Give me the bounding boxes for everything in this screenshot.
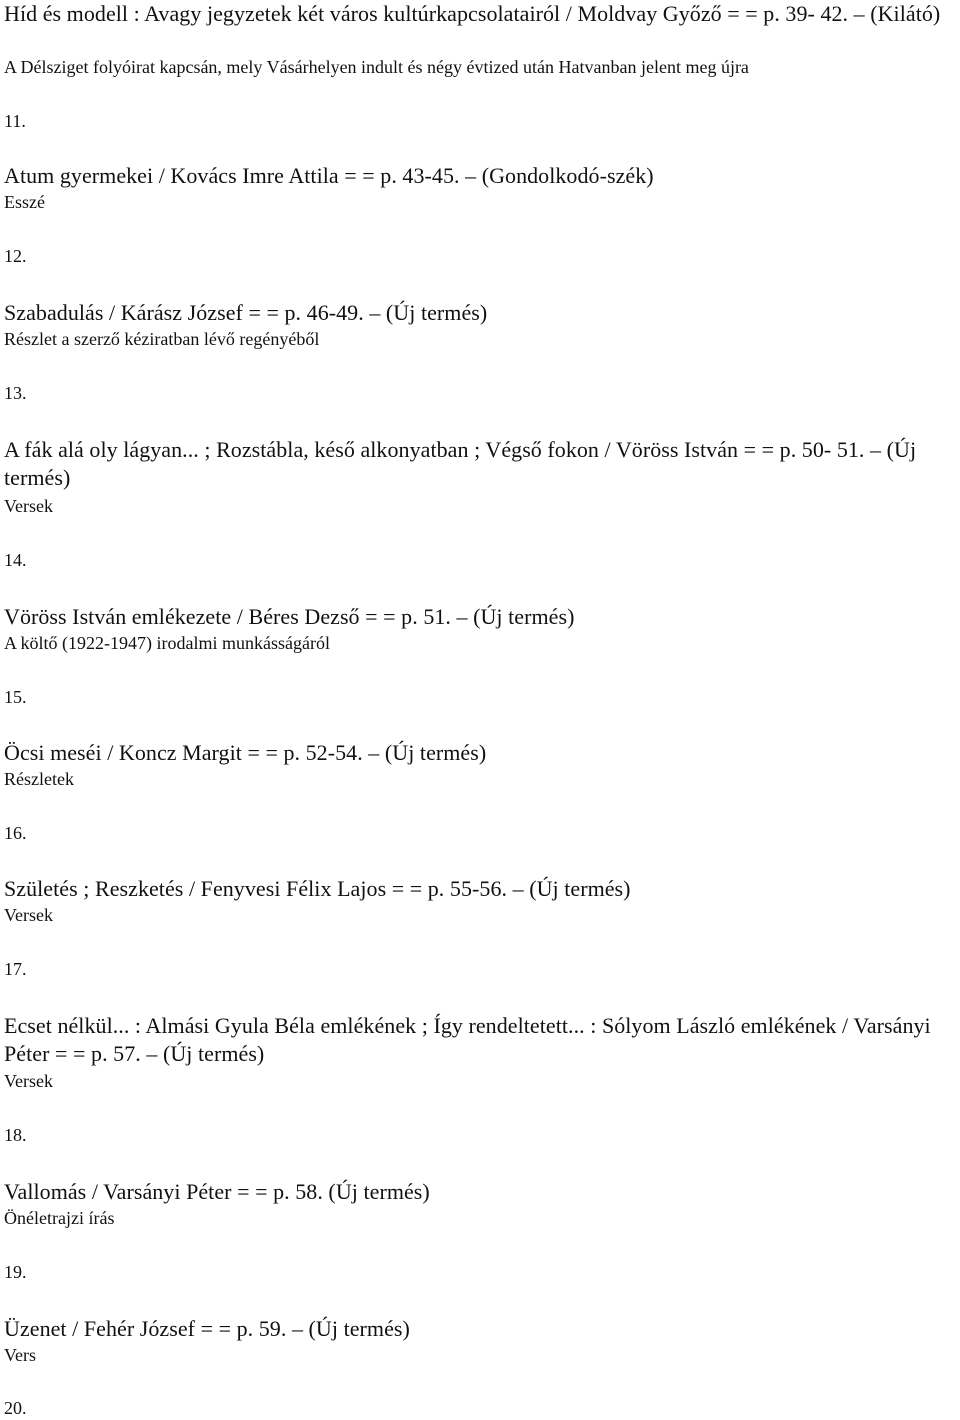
- entry-title: A fák alá oly lágyan... ; Rozstábla, késő alkonyatban ; Végső fokon / Vöröss István = = p. 50- 51. – (Új termés): [4, 437, 917, 490]
- entry-title: Üzenet / Fehér József = = p. 59. – (Új termés): [4, 1316, 410, 1341]
- entry-number: 16.: [4, 823, 27, 843]
- entry-number: 13.: [4, 383, 27, 403]
- entry-number: 18.: [4, 1125, 27, 1145]
- entry-note: Versek: [4, 496, 53, 516]
- entry-title: Atum gyermekei / Kovács Imre Attila = = p. 43-45. – (Gondolkodó-szék): [4, 163, 654, 188]
- entry-note: A költő (1922-1947) irodalmi munkásságáról: [4, 633, 330, 653]
- entry-title: Születés ; Reszketés / Fenyvesi Félix Lajos = = p. 55-56. – (Új termés): [4, 876, 631, 901]
- entry-note: Versek: [4, 905, 53, 925]
- entry-number: 17.: [4, 959, 27, 979]
- entry-title: Vöröss István emlékezete / Béres Dezső = = p. 51. – (Új termés): [4, 604, 575, 629]
- entry-note: Részletek: [4, 769, 74, 789]
- entry-number: 20.: [4, 1398, 27, 1418]
- entry-note: Versek: [4, 1071, 53, 1091]
- entry-number: 11.: [4, 111, 26, 131]
- entry-note: Vers: [4, 1345, 36, 1365]
- entry-title: Öcsi meséi / Koncz Margit = = p. 52-54. – (Új termés): [4, 740, 487, 765]
- entry-note: A Délsziget folyóirat kapcsán, mely Vásárhelyen indult és négy évtized után Hatvanban jelent meg újra: [4, 57, 749, 77]
- entry-title: Vallomás / Varsányi Péter = = p. 58. (Új termés): [4, 1179, 430, 1204]
- entry-number: 14.: [4, 550, 27, 570]
- entry-number: 12.: [4, 246, 27, 266]
- entry-number: 15.: [4, 687, 27, 707]
- entry-number: 19.: [4, 1262, 27, 1282]
- entry-title: Híd és modell : Avagy jegyzetek két város kultúrkapcsolatairól / Moldvay Győző = = p. 39- 42. – (Kilátó): [4, 1, 941, 26]
- entry-note: Önéletrajzi írás: [4, 1208, 115, 1228]
- entry-title: Ecset nélkül... : Almási Gyula Béla emlékének ; Így rendeltetett... : Sólyom László emlékének / Varsányi Péter = = p. 57. – (Új termés): [4, 1013, 931, 1066]
- entry-note: Esszé: [4, 192, 45, 212]
- entry-note: Részlet a szerző kéziratban lévő regényéből: [4, 329, 320, 349]
- entry-title: Szabadulás / Kárász József = = p. 46-49. – (Új termés): [4, 300, 488, 325]
